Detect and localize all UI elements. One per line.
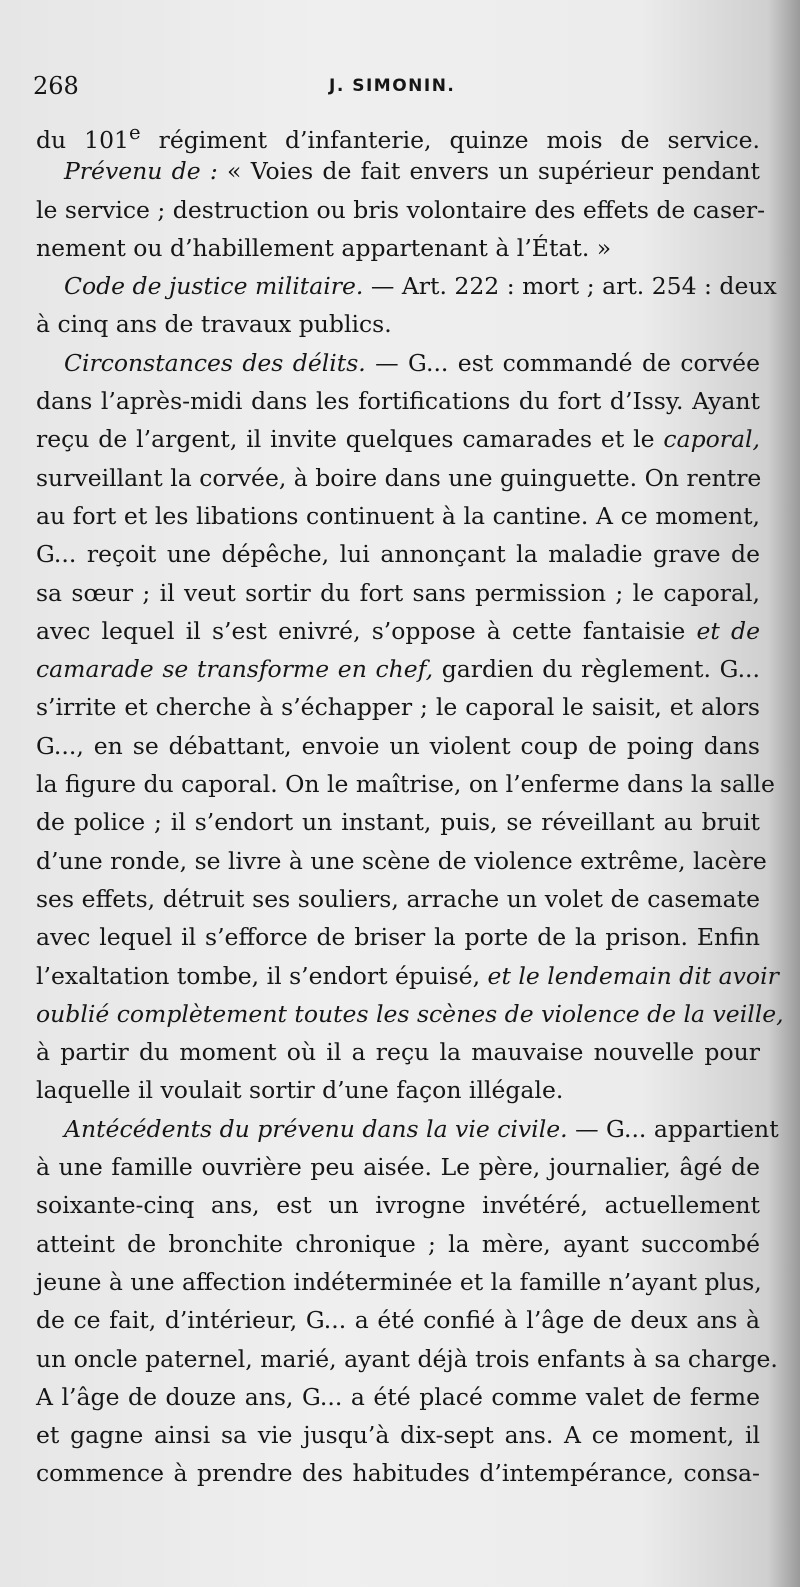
text-line bbox=[36, 497, 760, 535]
text-run: G... reçoit une dépêche, lui annonçant la maladie grave de bbox=[36, 540, 760, 569]
text-run: à une famille ouvrière peu aisée. Le père, journalier, âgé de bbox=[36, 1153, 760, 1182]
text-run: le service ; destruction ou bris volontaire des effets de caser- bbox=[36, 195, 766, 224]
superscript: e bbox=[129, 121, 141, 144]
running-head: J. SIMONIN. bbox=[329, 76, 456, 96]
text-run: — Art. 222 : mort ; art. 254 : deux bbox=[363, 272, 777, 301]
text-run: soixante-cinq ans, est un ivrogne invétéré, actuellement bbox=[36, 1191, 760, 1220]
text-line bbox=[36, 574, 760, 612]
italic-text: Code de justice militaire. bbox=[64, 272, 364, 301]
text-line bbox=[36, 842, 767, 880]
text-run: nement ou d’habillement appartenant à l’État. » bbox=[36, 233, 612, 262]
text-run: gardien du règlement. G... bbox=[433, 655, 760, 684]
text-run: reçu de l’argent, il invite quelques camarades et le bbox=[36, 425, 664, 454]
text-line bbox=[36, 1454, 760, 1492]
text-line bbox=[36, 344, 760, 382]
text-line bbox=[36, 1110, 779, 1148]
text-run: avec lequel il s’efforce de briser la porte de la prison. Enfin bbox=[36, 923, 760, 952]
text-run: à cinq ans de travaux publics. bbox=[36, 310, 392, 339]
text-run: du 101 bbox=[36, 125, 130, 154]
text-run: jeune à une affection indéterminée et la famille n’ayant plus, bbox=[36, 1267, 762, 1296]
text-run: au fort et les libations continuent à la cantine. A ce moment, bbox=[36, 501, 760, 530]
text-line bbox=[36, 957, 779, 995]
italic-text: et de bbox=[696, 616, 761, 645]
italic-text: Circonstances des délits. bbox=[64, 348, 366, 377]
text-run: commence à prendre des habitudes d’intempérance, consa- bbox=[36, 1459, 760, 1488]
text-run: ses effets, détruit ses souliers, arrache un volet de casemate bbox=[36, 884, 760, 913]
text-run: de police ; il s’endort un instant, puis, se réveillant au bruit bbox=[36, 808, 760, 837]
text-run: avec lequel il s’est enivré, s’oppose à cette fantaisie bbox=[36, 616, 697, 645]
text-line bbox=[36, 1416, 760, 1454]
text-run: G..., en se débattant, envoie un violent coup de poing dans bbox=[36, 731, 760, 760]
text-line bbox=[36, 1301, 760, 1339]
text-line bbox=[36, 880, 760, 918]
text-line bbox=[36, 382, 760, 420]
text-line bbox=[36, 1186, 760, 1224]
text-line bbox=[36, 420, 760, 458]
page-number: 268 bbox=[33, 72, 79, 100]
text-run: la figure du caporal. On le maîtrise, on l’enferme dans la salle bbox=[36, 770, 775, 799]
text-run: — G... est commandé de corvée bbox=[365, 348, 760, 377]
text-run: sa sœur ; il veut sortir du fort sans permission ; le caporal, bbox=[36, 578, 760, 607]
text-line bbox=[36, 918, 760, 956]
text-line bbox=[36, 114, 760, 152]
text-line bbox=[36, 152, 760, 190]
text-run: à partir du moment où il a reçu la mauvaise nouvelle pour bbox=[36, 1038, 760, 1067]
text-line bbox=[36, 1263, 760, 1301]
italic-text: Prévenu de : bbox=[64, 157, 218, 186]
text-run: A l’âge de douze ans, G... a été placé comme valet de ferme bbox=[36, 1382, 760, 1411]
italic-text: Antécédents du prévenu dans la vie civile. bbox=[64, 1114, 568, 1143]
text-line bbox=[36, 1148, 760, 1186]
text-line bbox=[36, 535, 760, 573]
text-line bbox=[36, 229, 760, 267]
text-line bbox=[36, 1340, 778, 1378]
text-run: dans l’après-midi dans les fortifications du fort d’Issy. Ayant bbox=[36, 387, 760, 416]
text-line bbox=[36, 267, 777, 305]
text-run: et gagne ainsi sa vie jusqu’à dix-sept ans. A ce moment, il bbox=[36, 1421, 760, 1450]
text-line bbox=[36, 1071, 760, 1109]
page-header bbox=[33, 72, 740, 108]
text-line bbox=[36, 765, 775, 803]
body-text bbox=[36, 114, 784, 1493]
italic-text: camarade se transforme en chef, bbox=[36, 655, 434, 684]
text-run: régiment d’infanterie, quinze mois de service. bbox=[140, 125, 760, 154]
text-run: d’une ronde, se livre à une scène de violence extrême, lacère bbox=[36, 846, 767, 875]
text-run: un oncle paternel, marié, ayant déjà trois enfants à sa charge. bbox=[36, 1344, 778, 1373]
text-line bbox=[36, 803, 760, 841]
text-line bbox=[36, 612, 760, 650]
text-line bbox=[36, 1225, 760, 1263]
italic-text: et le lendemain dit avoir bbox=[487, 961, 779, 990]
text-line bbox=[36, 1033, 760, 1071]
text-run: atteint de bronchite chronique ; la mère, ayant succombé bbox=[36, 1229, 760, 1258]
text-run: — G... appartient bbox=[567, 1114, 779, 1143]
italic-text: oublié complètement toutes les scènes de violence de la veille, bbox=[36, 999, 784, 1028]
text-line bbox=[36, 727, 760, 765]
text-line bbox=[36, 688, 760, 726]
text-run: laquelle il voulait sortir d’une façon illégale. bbox=[36, 1076, 564, 1105]
text-run: s’irrite et cherche à s’échapper ; le caporal le saisit, et alors bbox=[36, 693, 760, 722]
text-line bbox=[36, 191, 766, 229]
text-run: « Voies de fait envers un supérieur pendant bbox=[217, 157, 760, 186]
italic-text: caporal, bbox=[663, 425, 760, 454]
text-line bbox=[36, 1378, 760, 1416]
text-line bbox=[36, 995, 784, 1033]
text-line bbox=[36, 459, 760, 497]
text-run: l’exaltation tombe, il s’endort épuisé, bbox=[36, 961, 488, 990]
text-line bbox=[36, 305, 760, 343]
text-run: de ce fait, d’intérieur, G... a été confié à l’âge de deux ans à bbox=[36, 1306, 760, 1335]
text-run: surveillant la corvée, à boire dans une guinguette. On rentre bbox=[36, 463, 762, 492]
text-line bbox=[36, 650, 760, 688]
